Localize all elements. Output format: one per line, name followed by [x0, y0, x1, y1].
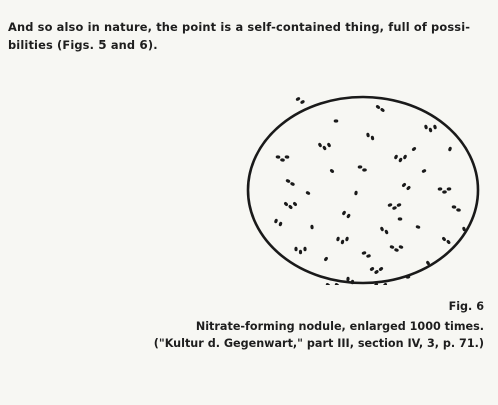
bacterium-dot	[421, 169, 427, 174]
figure-6-illustration	[246, 95, 480, 285]
bacterium-dot	[327, 142, 332, 148]
bacterium-dot	[396, 203, 401, 208]
bacterium-dot	[329, 168, 335, 173]
bacterium-dot	[278, 221, 283, 226]
bacterium-dot	[334, 119, 339, 122]
bacterium-dot	[375, 104, 381, 109]
figure-caption	[154, 298, 484, 353]
bacterium-dot	[394, 154, 399, 160]
bacterium-dot	[447, 187, 452, 191]
bacterium-dot	[276, 155, 281, 159]
paragraph-line-2	[8, 36, 478, 54]
bacterium-dot	[346, 213, 351, 219]
bacterium-dot	[366, 132, 370, 137]
bacterium-dot	[285, 155, 290, 159]
bacterium-dot	[456, 208, 461, 212]
bacterium-dot	[305, 190, 311, 195]
bacterium-dot	[334, 282, 340, 285]
bacterium-dot	[380, 226, 385, 231]
bacterium-dot	[358, 165, 363, 168]
bacterium-dot	[398, 217, 403, 220]
bacterium-dot	[394, 248, 399, 253]
nodule-drawing	[246, 95, 480, 285]
bacterium-dot	[340, 239, 344, 244]
bacterium-dot	[401, 182, 407, 187]
bacterium-dot	[374, 269, 380, 274]
figure-label	[154, 298, 484, 316]
bacteria-dots	[274, 96, 466, 285]
bacterium-dot	[318, 142, 323, 148]
paragraph-line-1: And so also in nature, the point is a self-contained thing, full of possi-	[8, 20, 471, 34]
bacterium-dot	[380, 107, 386, 112]
bacterium-dot	[325, 282, 331, 285]
bacterium-dot	[370, 135, 374, 140]
caption-line-1: Nitrate-forming nodule, enlarged 1000 times.	[195, 319, 484, 333]
figure-label-prefix: Fig.	[448, 300, 477, 313]
bacterium-dot	[354, 190, 358, 195]
figure-label-number: 6	[476, 300, 484, 313]
caption-line-2: ("Kultur d. Gegenwart," part III, section IV, 3, p. 71.)	[153, 337, 484, 350]
bacterium-dot	[288, 204, 293, 210]
bacterium-dot	[378, 266, 384, 271]
bacterium-dot	[303, 247, 306, 252]
bacterium-dot	[283, 201, 288, 207]
bacterium-dot	[369, 266, 375, 271]
bacterium-dot	[290, 182, 296, 187]
bacterium-dot	[398, 245, 403, 250]
bacterium-dot	[411, 146, 417, 151]
bacterium-dot	[442, 190, 447, 194]
bacterium-dot	[387, 203, 392, 208]
bacterium-dot	[292, 201, 297, 207]
bacterium-dot	[310, 225, 314, 230]
figure-ref-6: 6	[139, 38, 148, 52]
bacterium-dot	[280, 158, 285, 162]
bacterium-dot	[361, 251, 366, 255]
bacterium-dot	[366, 254, 371, 258]
bacterium-dot	[392, 206, 397, 211]
body-paragraph	[8, 18, 478, 54]
figure-ref-5: 5	[98, 38, 107, 52]
bacterium-dot	[294, 247, 297, 252]
bacterium-dot	[341, 210, 346, 216]
bacterium-dot	[345, 236, 349, 241]
bacterium-dot	[346, 277, 350, 282]
bacterium-dot	[274, 218, 279, 223]
nodule-outline-circle	[248, 97, 478, 283]
bacterium-dot	[362, 168, 367, 171]
bacterium-dot	[323, 256, 328, 262]
bacterium-dot	[433, 124, 437, 129]
paragraph-text: bilities (Figs.	[8, 38, 99, 52]
bacterium-dot	[451, 205, 456, 209]
bacterium-dot	[446, 239, 451, 245]
bacterium-dot	[403, 154, 408, 160]
bacterium-dot	[415, 225, 420, 229]
paragraph-text: and	[106, 38, 140, 52]
bacterium-dot	[428, 127, 432, 132]
bacterium-dot	[299, 250, 302, 255]
bacterium-dot	[398, 157, 403, 163]
bacterium-dot	[448, 146, 453, 151]
paragraph-text: ).	[147, 38, 158, 52]
bacterium-dot	[406, 185, 412, 190]
bacterium-dot	[322, 145, 327, 151]
bacterium-dot	[441, 236, 446, 242]
bacterium-dot	[438, 187, 443, 191]
bacterium-dot	[300, 99, 306, 104]
bacterium-dot	[336, 236, 340, 241]
bacterium-dot	[295, 96, 301, 101]
bacterium-dot	[424, 124, 428, 129]
bacterium-dot	[389, 245, 394, 250]
bacterium-dot	[384, 229, 389, 234]
bacterium-dot	[285, 179, 291, 184]
